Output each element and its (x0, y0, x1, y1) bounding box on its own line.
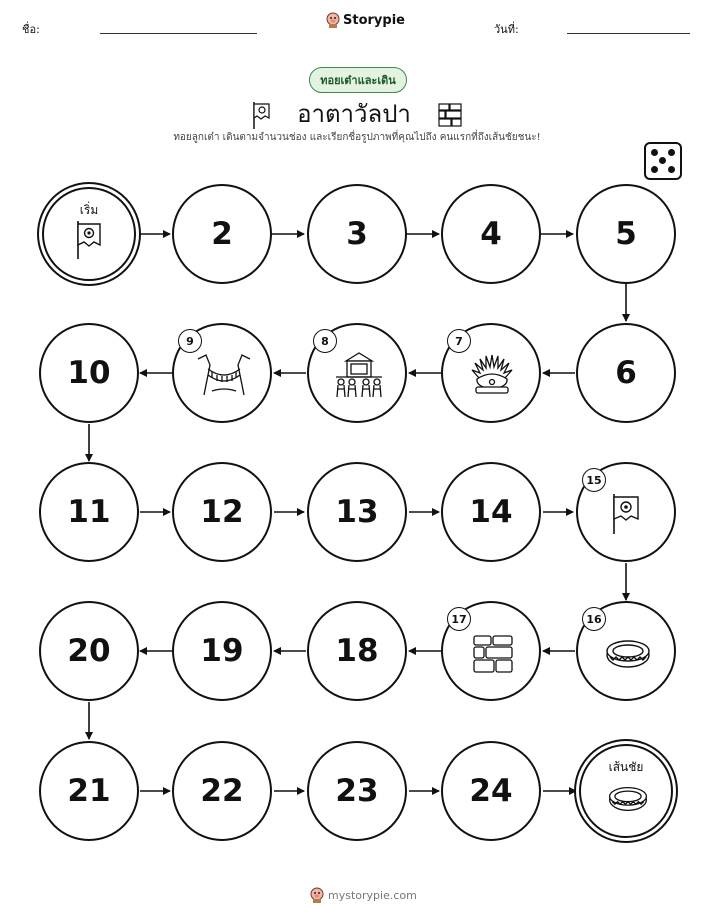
board-cell (172, 184, 272, 284)
board-cell (39, 462, 139, 562)
cell-number: 4 (480, 216, 502, 252)
rope-bridge-icon (196, 351, 252, 397)
ring-icon (604, 637, 652, 671)
banner-icon (610, 492, 642, 536)
board-cell (172, 741, 272, 841)
game-type-pill: ทอยเต๋าและเดิน (309, 67, 407, 93)
cell-badge: 17 (447, 607, 471, 631)
board-cell (441, 462, 541, 562)
cell-number: 5 (615, 216, 637, 252)
board-cell (39, 323, 139, 423)
banner-icon (74, 219, 104, 261)
cell-number: 20 (67, 633, 111, 669)
cell-number: 6 (615, 355, 637, 391)
cell-number: 13 (335, 494, 379, 530)
brand-name: Storypie (343, 12, 405, 28)
board-cell (576, 601, 676, 701)
board-cell (39, 741, 139, 841)
sun-crown-icon (467, 351, 517, 397)
cell-number: 14 (469, 494, 513, 530)
board-cell (172, 462, 272, 562)
date-label: วันที่: (494, 23, 519, 36)
cell-badge: 8 (313, 329, 337, 353)
cell-number: 23 (335, 773, 379, 809)
cell-badge: 7 (447, 329, 471, 353)
finish-label: เส้นชัย (608, 760, 644, 774)
cell-number: 12 (200, 494, 244, 530)
board-cell (441, 184, 541, 284)
name-label: ชื่อ: (22, 23, 40, 36)
cell-number: 3 (346, 216, 368, 252)
cell-number: 2 (211, 216, 233, 252)
board-cell (307, 323, 407, 423)
cell-badge: 9 (178, 329, 202, 353)
cell-number: 11 (67, 494, 111, 530)
board-cell (441, 601, 541, 701)
board-cell (307, 601, 407, 701)
board-cell (39, 601, 139, 701)
cell-number: 19 (200, 633, 244, 669)
footer (310, 887, 417, 903)
cell-number: 10 (67, 355, 111, 391)
cell-badge: 15 (582, 468, 606, 492)
board-cell (172, 601, 272, 701)
board-cell (576, 462, 676, 562)
start-cell (42, 187, 136, 281)
start-label: เริ่ม (79, 203, 99, 217)
ring-icon (607, 784, 649, 814)
board-cell (576, 323, 676, 423)
cell-number: 21 (67, 773, 111, 809)
board-cell (307, 184, 407, 284)
board-cell (441, 323, 541, 423)
board-cell (441, 741, 541, 841)
board-cell (576, 184, 676, 284)
title-text: อาตาวัลปา (297, 100, 411, 128)
instructions: ทอยลูกเต๋า เดินตามจำนวนช่อง และเรียกชื่อรูปภาพที่คุณไปถึง คนแรกที่ถึงเส้นชัยชนะ! (173, 132, 541, 143)
litter-icon (332, 349, 386, 401)
cell-number: 24 (469, 773, 513, 809)
cell-number: 22 (200, 773, 244, 809)
board-cell (307, 462, 407, 562)
cell-number: 18 (335, 633, 379, 669)
finish-cell (579, 744, 673, 838)
footer-url[interactable]: mystorypie.com (328, 888, 417, 902)
cell-badge: 16 (582, 607, 606, 631)
stone-wall-icon (471, 633, 515, 675)
board-cell (172, 323, 272, 423)
pig-mascot-icon (310, 887, 324, 903)
board-cell (307, 741, 407, 841)
